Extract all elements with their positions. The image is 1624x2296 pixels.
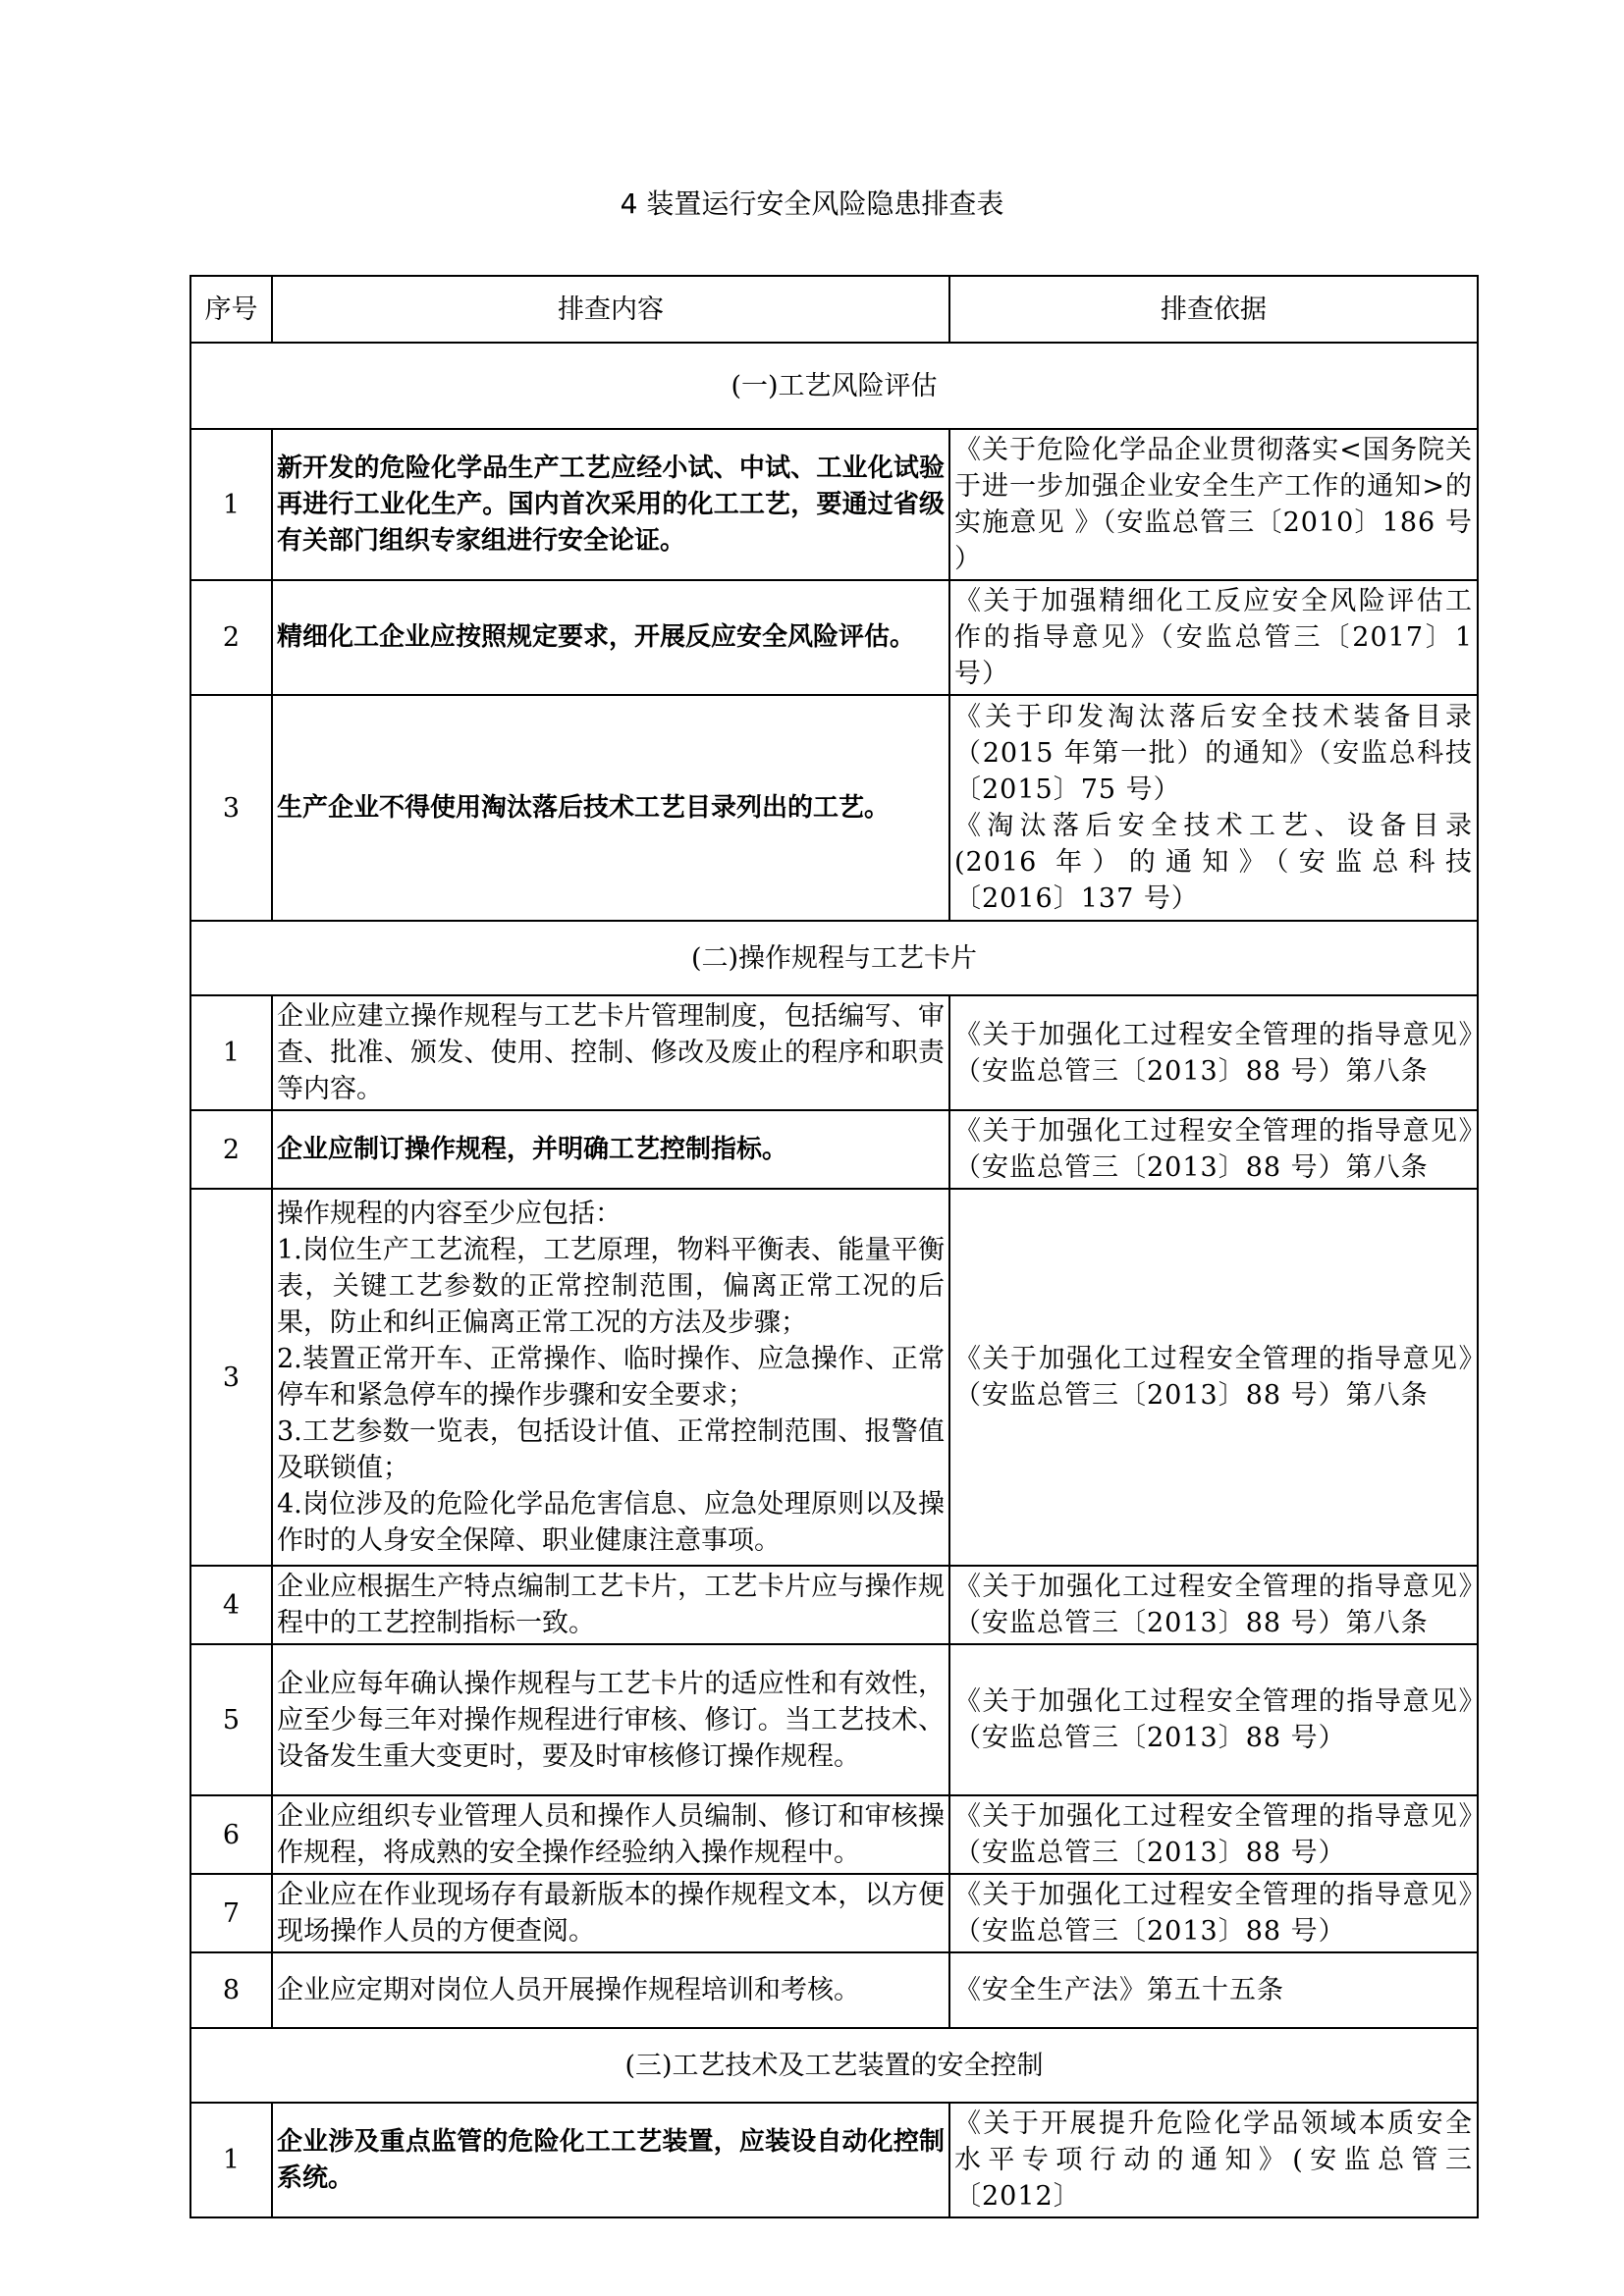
- basis-line: 《关于加强化工过程安全管理的指导意见》（安监总管三〔2013〕88 号）第八条: [954, 1572, 1473, 1638]
- content-line: 企业应制订操作规程，并明确工艺控制指标。: [277, 1134, 788, 1164]
- section-title: (三)工艺技术及工艺装置的安全控制: [190, 2028, 1478, 2103]
- content-line: 企业应定期对岗位人员开展操作规程培训和考核。: [277, 1975, 860, 2005]
- row-number: 3: [190, 695, 272, 921]
- row-basis: [949, 1874, 1478, 1952]
- basis-line: 《关于加强化工过程安全管理的指导意见》（安监总管三〔2013〕88 号）: [954, 1801, 1473, 1868]
- row-basis: [949, 995, 1478, 1110]
- table-row: [190, 1110, 1478, 1189]
- basis-line: 《关于开展提升危险化学品领域本质安全水平专项行动的通知》(安监总管三〔2012〕: [954, 2109, 1473, 2212]
- table-row: [190, 995, 1478, 1110]
- row-number: 2: [190, 580, 272, 695]
- row-content: [272, 1795, 949, 1874]
- row-basis: [949, 1566, 1478, 1644]
- content-line: 3.工艺参数一览表，包括设计值、正常控制范围、报警值及联锁值；: [277, 1416, 945, 1483]
- row-basis: [949, 2103, 1478, 2217]
- row-number: 5: [190, 1644, 272, 1795]
- row-basis: [949, 1110, 1478, 1189]
- section-title: (一)工艺风险评估: [190, 343, 1478, 429]
- basis-line: 《关于加强化工过程安全管理的指导意见》（安监总管三〔2013〕88 号）第八条: [954, 1344, 1473, 1411]
- basis-line: 《安全生产法》第五十五条: [954, 1975, 1284, 2005]
- basis-line: 《关于加强化工过程安全管理的指导意见》（安监总管三〔2013〕88 号）: [954, 1686, 1473, 1753]
- table-row: [190, 1874, 1478, 1952]
- row-basis: [949, 695, 1478, 921]
- section-title: (二)操作规程与工艺卡片: [190, 921, 1478, 995]
- row-content: [272, 995, 949, 1110]
- row-basis: [949, 1795, 1478, 1874]
- row-number: 7: [190, 1874, 272, 1952]
- hazard-check-table: [189, 275, 1479, 2218]
- basis-line: 《淘汰落后安全技术工艺、设备目录(2016 年）的通知》（安监总科技〔2016〕137 号）: [954, 811, 1473, 914]
- row-content: [272, 429, 949, 580]
- row-basis: [949, 1189, 1478, 1566]
- content-line: 企业应根据生产特点编制工艺卡片，工艺卡片应与操作规程中的工艺控制指标一致。: [277, 1572, 945, 1638]
- basis-line: 《关于加强化工过程安全管理的指导意见》（安监总管三〔2013〕88 号）第八条: [954, 1116, 1473, 1183]
- content-line: 企业应在作业现场存有最新版本的操作规程文本，以方便现场操作人员的方便查阅。: [277, 1880, 945, 1947]
- content-line: 新开发的危险化学品生产工艺应经小试、中试、工业化试验再进行工业化生产。国内首次采用的化工工艺，要通过省级有关部门组织专家组进行安全论证。: [277, 453, 945, 556]
- content-line: 企业应组织专业管理人员和操作人员编制、修订和审核操作规程，将成熟的安全操作经验纳入操作规程中。: [277, 1801, 945, 1868]
- table-row: [190, 1644, 1478, 1795]
- row-content: [272, 695, 949, 921]
- table-row: [190, 1566, 1478, 1644]
- section-row: [190, 343, 1478, 429]
- basis-line: 《关于加强化工过程安全管理的指导意见》（安监总管三〔2013〕88 号）: [954, 1880, 1473, 1947]
- table-header-row: [190, 276, 1478, 343]
- section-row: [190, 921, 1478, 995]
- row-number: 2: [190, 1110, 272, 1189]
- row-content: [272, 1952, 949, 2028]
- row-number: 1: [190, 2103, 272, 2217]
- row-content: [272, 580, 949, 695]
- content-line: 企业应建立操作规程与工艺卡片管理制度，包括编写、审查、批准、颁发、使用、控制、修改及废止的程序和职责等内容。: [277, 1001, 945, 1104]
- row-content: [272, 1566, 949, 1644]
- row-number: 4: [190, 1566, 272, 1644]
- table-row: [190, 1795, 1478, 1874]
- basis-line: 《关于加强化工过程安全管理的指导意见》（安监总管三〔2013〕88 号）第八条: [954, 1019, 1473, 1087]
- table-row: [190, 1189, 1478, 1566]
- row-number: 1: [190, 429, 272, 580]
- row-number: 3: [190, 1189, 272, 1566]
- content-line: 4.岗位涉及的危险化学品危害信息、应急处理原则以及操作时的人身安全保障、职业健康注意事项。: [277, 1489, 945, 1556]
- page-title: 4 装置运行安全风险隐患排查表: [620, 187, 1004, 220]
- content-line: 企业应每年确认操作规程与工艺卡片的适应性和有效性，应至少每三年对操作规程进行审核、修订。当工艺技术、设备发生重大变更时，要及时审核修订操作规程。: [277, 1668, 945, 1772]
- table-row: [190, 695, 1478, 921]
- row-content: [272, 1189, 949, 1566]
- table-row: [190, 2103, 1478, 2217]
- row-content: [272, 1110, 949, 1189]
- table-row: [190, 580, 1478, 695]
- row-basis: [949, 1952, 1478, 2028]
- header-basis: 排查依据: [949, 276, 1478, 343]
- row-content: [272, 2103, 949, 2217]
- content-line: 操作规程的内容至少应包括：: [277, 1199, 622, 1229]
- section-row: [190, 2028, 1478, 2103]
- content-line: 1.岗位生产工艺流程，工艺原理，物料平衡表、能量平衡表，关键工艺参数的正常控制范围，偏离正常工况的后果，防止和纠正偏离正常工况的方法及步骤；: [277, 1235, 945, 1338]
- row-number: 8: [190, 1952, 272, 2028]
- header-content: 排查内容: [272, 276, 949, 343]
- table-body: [190, 343, 1478, 2217]
- content-line: 生产企业不得使用淘汰落后技术工艺目录列出的工艺。: [277, 792, 891, 823]
- basis-line: 《关于印发淘汰落后安全技术装备目录（2015 年第一批）的通知》（安监总科技〔2015〕75 号）: [954, 702, 1473, 805]
- header-no: 序号: [190, 276, 272, 343]
- row-basis: [949, 429, 1478, 580]
- row-basis: [949, 580, 1478, 695]
- content-line: 精细化工企业应按照规定要求，开展反应安全风险评估。: [277, 622, 916, 652]
- table-row: [190, 1952, 1478, 2028]
- row-basis: [949, 1644, 1478, 1795]
- table-row: [190, 429, 1478, 580]
- row-content: [272, 1644, 949, 1795]
- content-line: 2.装置正常开车、正常操作、临时操作、应急操作、正常停车和紧急停车的操作步骤和安全要求；: [277, 1344, 945, 1411]
- basis-line: 《关于危险化学品企业贯彻落实<国务院关于进一步加强企业安全生产工作的通知>的实施意见 》（安监总管三〔2010〕186 号 ）: [954, 435, 1473, 574]
- row-number: 1: [190, 995, 272, 1110]
- row-number: 6: [190, 1795, 272, 1874]
- row-content: [272, 1874, 949, 1952]
- content-line: 企业涉及重点监管的危险化工工艺装置，应装设自动化控制系统。: [277, 2126, 945, 2193]
- basis-line: 《关于加强精细化工反应安全风险评估工作的指导意见》（安监总管三〔2017〕1 号）: [954, 586, 1473, 689]
